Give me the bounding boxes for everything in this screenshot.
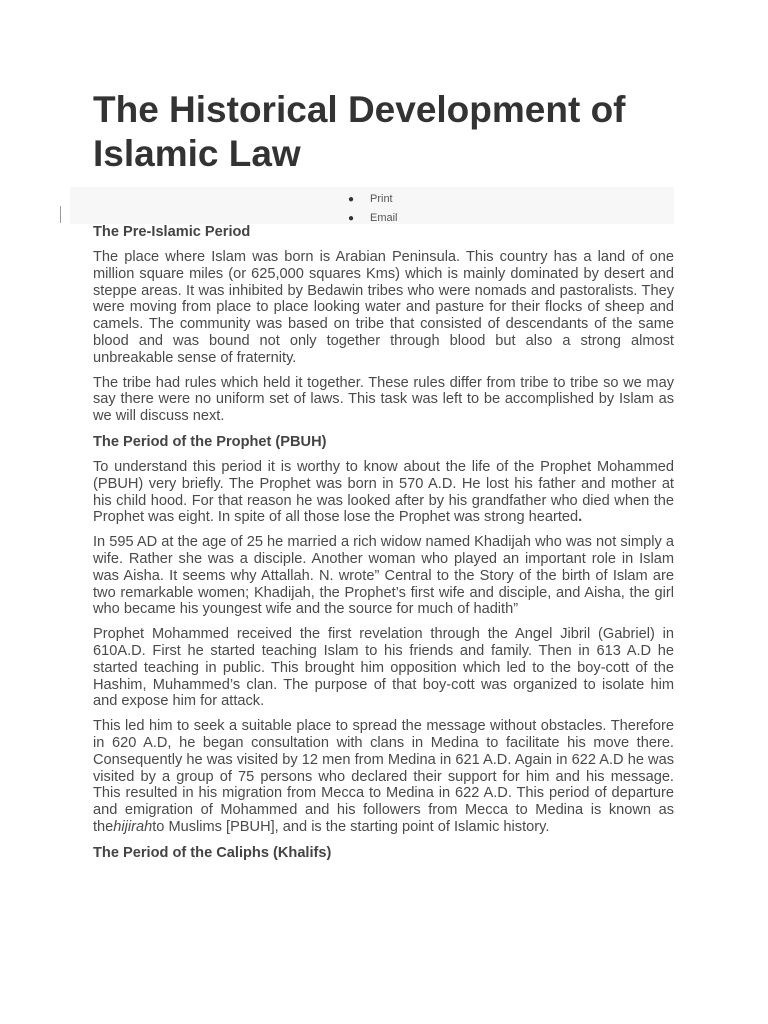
paragraph: The tribe had rules which held it together. These rules differ from tribe to tribe so we may say there were no uniform set of laws. This task was left to be accomplished by Islam as we will discuss next. [93,374,674,425]
paragraph-text: This led him to seek a suitable place to spread the message without obstacles. Therefore in 620 A.D, he began consultation with clans in Medina to facilitate his move there. Consequently he was visited by 12 men from Medina in 621 A.D. Again in 622 A.D he was visited by a group of 75 persons who declared their support for him and his message. This resulted in his migration from Mecca to Medina in 622 A.D. This period of departure and emigration of Mohammed and his followers from Mecca to Medina is known as the [93,718,674,835]
section-heading-pre-islamic: The Pre-Islamic Period [93,224,251,240]
print-label[interactable]: Print [370,193,393,205]
paragraph: The place where Islam was born is Arabian Peninsula. This country has a land of one million square miles (or 625,000 squares Kms) which is mainly dominated by desert and steppe areas. It was inhibited by Bedawin tribes who were nomads and pastoralists. They were moving from place to place looking water and pasture for their flocks of sheep and camels. The community was based on tribe that consisted of descendants of the same blood and was bound not only together through blood but also a strong almost unbreakable sense of fraternity. [93,249,674,366]
page-title: The Historical Development of Islamic Law [93,89,626,174]
bullet-icon: ● [348,213,355,224]
paragraph-text: To understand this period it is worthy to know about the life of the Prophet Mohammed (PBUH) very briefly. The Prophet was born in 570 A.D. He lost his father and mother at his child hood. For that reason he was looked after by his grandfather who died when the Prophet was eight. In spite of all those lose the Prophet was strong hearted [93,458,674,526]
paragraph-period: . [578,509,583,526]
italic-term: hijirah [113,818,153,835]
article-body [93,223,674,870]
section-heading-prophet: The Period of the Prophet (PBUH) [93,433,327,450]
email-label[interactable]: Email [370,212,398,224]
paragraph: Prophet Mohammed received the first revelation through the Angel Jibril (Gabriel) in 610A.D. First he started teaching Islam to his friends and family. Then in 613 A.D he started teaching in public. This brought him opposition which led to the boy-cott of the Hashim, Muhammed’s clan. The purpose of that boy-cott was organized to isolate him and expose him for attack. [93,626,674,710]
text-cursor-marker [60,206,61,223]
paragraph [93,459,674,526]
print-link[interactable] [348,190,398,209]
paragraph: In 595 AD at the age of 25 he married a rich widow named Khadijah who was not simply a wife. Rather she was a disciple. Another woman who played an important role in Islam was Aisha. It seems why Attallah. N. wrote” Central to the Story of the birth of Islam are two remarkable women; Khadijah, the Prophet’s first wife and disciple, and Aisha, the girl who became his youngest wife and the source for much of hadith” [93,534,674,618]
paragraph [93,718,674,836]
section-heading-caliphs: The Period of the Caliphs (Khalifs) [93,844,332,861]
paragraph-text: to Muslims [PBUH], and is the starting point of Islamic history. [152,818,550,835]
bullet-icon: ● [348,194,355,205]
